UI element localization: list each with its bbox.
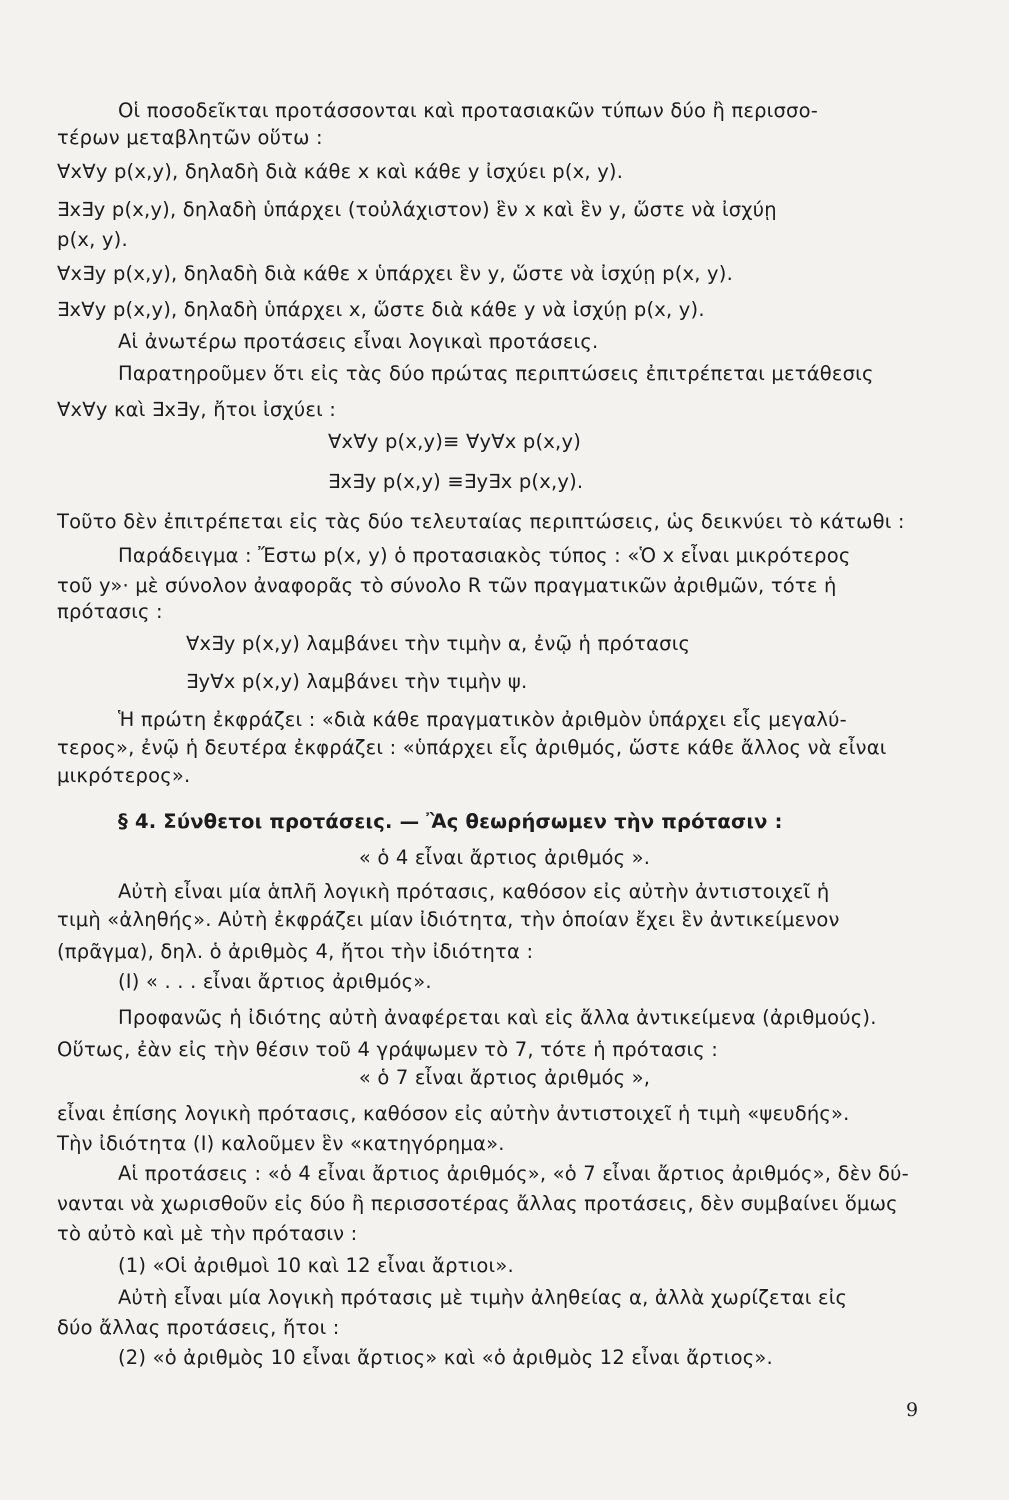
text-line: Τὴν ἰδιότητα (I) καλοῦμεν ἓν «κατηγόρημα». bbox=[57, 1132, 505, 1155]
text-line: Αἱ προτάσεις : «ὁ 4 εἶναι ἄρτιος ἀριθμός», «ὁ 7 εἶναι ἄρτιος ἀριθμός», δὲν δύ- bbox=[118, 1162, 909, 1185]
text-line: ∀x∀y p(x,y), δηλαδὴ διὰ κάθε x καὶ κάθε y ἰσχύει p(x, y). bbox=[57, 160, 624, 183]
centered-line: « ὁ 4 εἶναι ἄρτιος ἀριθμός ». bbox=[358, 846, 651, 869]
text-line: Οὕτως, ἐὰν εἰς τὴν θέσιν τοῦ 4 γράψωμεν τὸ 7, τότε ἡ πρότασις : bbox=[57, 1038, 719, 1061]
text-line: τοῦ y»· μὲ σύνολον ἀναφορᾶς τὸ σύνολο R τῶν πραγματικῶν ἀριθμῶν, τότε ἡ bbox=[57, 574, 837, 597]
text-line: Αὐτὴ εἶναι μία λογικὴ πρότασις μὲ τιμὴν ἀληθείας α, ἀλλὰ χωρίζεται εἰς bbox=[118, 1286, 848, 1309]
text-line: νανται νὰ χωρισθοῦν εἰς δύο ἢ περισσοτέρας ἄλλας προτάσεις, δὲν συμβαίνει ὅμως bbox=[57, 1192, 898, 1215]
formula-line: ∃x∃y p(x,y) ≡∃y∃x p(x,y). bbox=[328, 470, 584, 493]
text-line: Τοῦτο δὲν ἐπιτρέπεται εἰς τὰς δύο τελευταίας περιπτώσεις, ὡς δεικνύει τὸ κάτωθι : bbox=[57, 510, 905, 533]
text-line: Παρατηροῦμεν ὅτι εἰς τὰς δύο πρώτας περιπτώσεις ἐπιτρέπεται μετάθεσις bbox=[118, 362, 874, 385]
text-line: πρότασις : bbox=[57, 600, 163, 623]
formula-line: ∃y∀x p(x,y) λαμβάνει τὴν τιμὴν ψ. bbox=[186, 670, 528, 693]
text-line: Αἱ ἀνωτέρω προτάσεις εἶναι λογικαὶ προτάσεις. bbox=[118, 330, 599, 353]
text-line: p(x, y). bbox=[57, 228, 128, 251]
text-line: δύο ἄλλας προτάσεις, ἤτοι : bbox=[57, 1316, 340, 1339]
text-line: Οἱ ποσοδεῖκται προτάσσονται καὶ προτασιακῶν τύπων δύο ἢ περισσο- bbox=[118, 99, 818, 122]
text-line: εἶναι ἐπίσης λογικὴ πρότασις, καθόσον εἰς αὐτὴν ἀντιστοιχεῖ ἡ τιμὴ «ψευδής». bbox=[57, 1102, 850, 1125]
text-line: ∃x∀y p(x,y), δηλαδὴ ὑπάρχει x, ὥστε διὰ κάθε y νὰ ἰσχύῃ p(x, y). bbox=[57, 298, 705, 321]
page-number: 9 bbox=[906, 1399, 919, 1421]
text-line: τέρων μεταβλητῶν οὕτω : bbox=[57, 126, 323, 149]
text-line: ∀x∃y p(x,y), δηλαδὴ διὰ κάθε x ὑπάρχει ἓν y, ὥστε νὰ ἰσχύῃ p(x, y). bbox=[57, 262, 733, 285]
text-line: (πρᾶγμα), δηλ. ὁ ἀριθμὸς 4, ἤτοι τὴν ἰδιότητα : bbox=[57, 940, 534, 963]
text-line: (I) « . . . εἶναι ἄρτιος ἀριθμός». bbox=[118, 970, 432, 993]
text-line: Ἡ πρώτη ἐκφράζει : «διὰ κάθε πραγματικὸν ἀριθμὸν ὑπάρχει εἷς μεγαλύ- bbox=[118, 708, 847, 731]
text-line: Αὐτὴ εἶναι μία ἁπλῆ λογικὴ πρότασις, καθόσον εἰς αὐτὴν ἀντιστοιχεῖ ἡ bbox=[118, 880, 830, 903]
text-line: μικρότερος». bbox=[57, 764, 191, 787]
section-heading: § 4. Σύνθετοι προτάσεις. — Ἂς θεωρήσωμεν τὴν πρότασιν : bbox=[118, 810, 783, 833]
text-line: (1) «Οἱ ἀριθμοὶ 10 καὶ 12 εἶναι ἄρτιοι». bbox=[118, 1254, 514, 1277]
text-line: (2) «ὁ ἀριθμὸς 10 εἶναι ἄρτιος» καὶ «ὁ ἀριθμὸς 12 εἶναι ἄρτιος». bbox=[118, 1346, 773, 1369]
text-line: Προφανῶς ἡ ἰδιότης αὐτὴ ἀναφέρεται καὶ εἰς ἄλλα ἀντικείμενα (ἀριθμούς). bbox=[118, 1006, 877, 1029]
text-line: τὸ αὐτὸ καὶ μὲ τὴν πρότασιν : bbox=[57, 1222, 358, 1245]
text-line: τιμὴ «ἀληθής». Αὐτὴ ἐκφράζει μίαν ἰδιότητα, τὴν ὁποίαν ἔχει ἓν ἀντικείμενον bbox=[57, 908, 840, 931]
text-line: τερος», ἐνῷ ἡ δευτέρα ἐκφράζει : «ὑπάρχει εἷς ἀριθμός, ὥστε κάθε ἄλλος νὰ εἶναι bbox=[57, 736, 887, 759]
formula-line: ∀x∃y p(x,y) λαμβάνει τὴν τιμὴν α, ἐνῷ ἡ πρότασις bbox=[186, 632, 691, 655]
formula-line: ∀x∀y p(x,y)≡ ∀y∀x p(x,y) bbox=[328, 430, 581, 453]
centered-line: « ὁ 7 εἶναι ἄρτιος ἀριθμός », bbox=[358, 1066, 651, 1089]
example-line: Παράδειγμα : Ἔστω p(x, y) ὁ προτασιακὸς τύπος : «Ὁ x εἶναι μικρότερος bbox=[118, 544, 851, 567]
text-line: ∀x∀y καὶ ∃x∃y, ἤτοι ἰσχύει : bbox=[57, 398, 337, 421]
text-line: ∃x∃y p(x,y), δηλαδὴ ὑπάρχει (τοὐλάχιστον) ἓν x καὶ ἓν y, ὥστε νὰ ἰσχύῃ bbox=[57, 198, 777, 221]
